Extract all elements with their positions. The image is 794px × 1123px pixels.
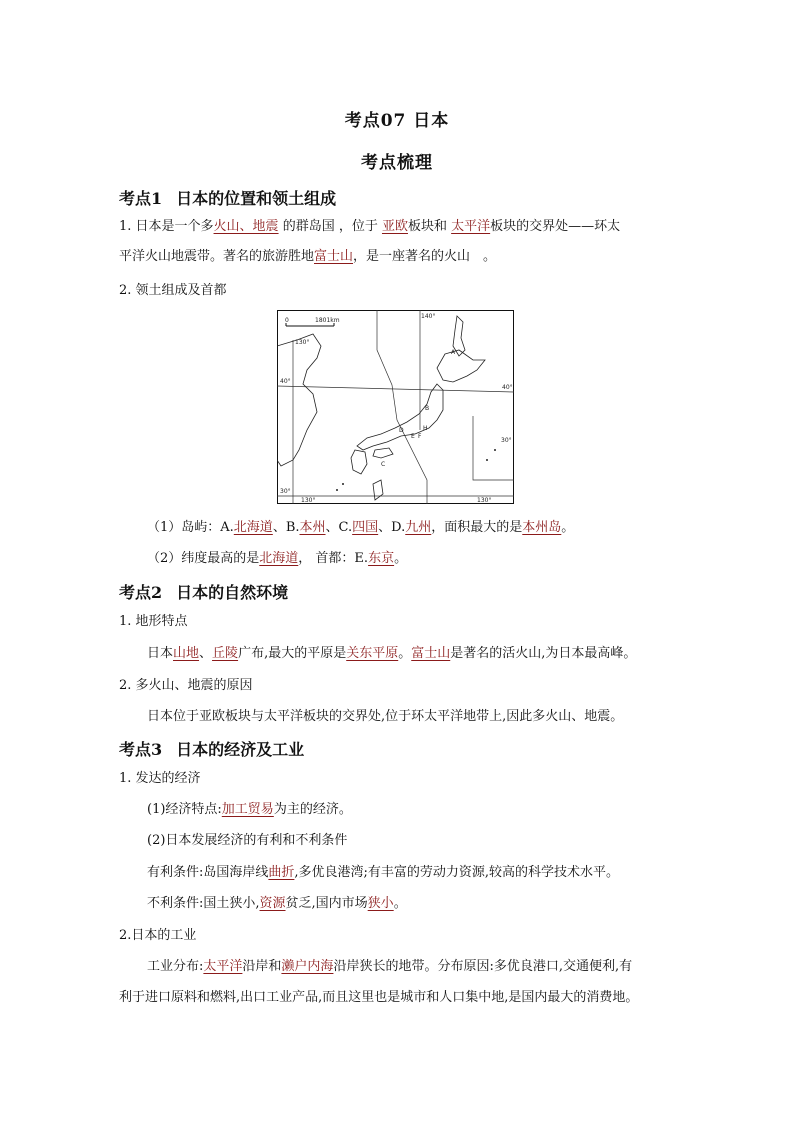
text-segment: 板块和 [407, 219, 452, 234]
answer-pacific-coast: 太平洋 [203, 959, 243, 974]
label-lon-130-right: 130° [477, 497, 492, 504]
japan-map [277, 310, 514, 504]
answer-capital: 东京 [368, 551, 395, 566]
capital-line [147, 550, 407, 568]
text-segment: 广布,最大的平原是 [238, 646, 347, 661]
text-segment: 、D. [378, 520, 406, 535]
answer-resources: 资源 [259, 896, 286, 911]
text-segment: ,多优良港湾;有丰富的劳动力资源,较高的科学技术水平。 [294, 865, 620, 880]
answer-mount-fuji: 富士山 [411, 646, 451, 661]
answer-mountains: 山地 [173, 646, 200, 661]
label-b: B [425, 405, 430, 412]
text-segment: 1. 日本是一个多 [119, 219, 214, 234]
text-segment: （2）纬度最高的是 [147, 551, 260, 566]
island-dot [494, 449, 496, 451]
section-2-title: 日本的自然环境 [176, 583, 289, 602]
section-2-item-1-label: 1. 地形特点 [119, 614, 188, 629]
answer-fuji: 富士山 [314, 249, 354, 264]
text-segment: 。 [393, 896, 407, 911]
label-lat-30-right: 30° [501, 437, 512, 444]
scale-zero: 0 [285, 317, 289, 324]
text-segment: ， 首都：E. [298, 551, 369, 566]
japan-map-svg [277, 310, 514, 504]
section-2-item-2-label: 2. 多火山、地震的原因 [119, 678, 253, 693]
text-segment: 、C. [325, 520, 353, 535]
page-subtitle: 考点梳理 [361, 153, 433, 173]
text-segment: 工业分布: [147, 959, 204, 974]
section-3-item-1-label: 1. 发达的经济 [119, 771, 201, 786]
islands-line [147, 519, 574, 537]
terrain-line [147, 645, 636, 663]
answer-highest-latitude: 北海道 [259, 551, 299, 566]
reason-line: 日本位于亚欧板块与太平洋板块的交界处,位于环太平洋地带上,因此多火山、地震。 [147, 709, 624, 724]
section-1-item-1-line-2 [119, 248, 496, 266]
text-segment: 平洋火山地震带。著名的旅游胜地 [119, 249, 315, 264]
answer-shikoku: 四国 [352, 520, 379, 535]
text-segment: 沿岸和 [242, 959, 282, 974]
answer-hills: 丘陵 [212, 646, 239, 661]
label-lat-40-right: 40° [502, 384, 513, 391]
label-lat-30-left: 30° [280, 488, 291, 495]
text-segment: 为主的经济。 [273, 802, 352, 817]
section-2-number: 考点2 [119, 583, 163, 602]
favorable-line [147, 864, 619, 882]
text-segment: 。 [398, 646, 412, 661]
section-3-heading [119, 737, 304, 760]
section-1-item-1-line-1 [119, 218, 620, 236]
industry-line-2: 利于进口原料和燃料,出口工业产品,而且这里也是城市和人口集中地,是国内最大的消费地。 [119, 990, 639, 1005]
label-h: H [423, 425, 428, 432]
answer-winding: 曲折 [268, 865, 295, 880]
section-1-item-2-label: 2. 领土组成及首都 [119, 283, 227, 298]
text-segment: 。 [561, 520, 575, 535]
island-dot [486, 459, 488, 461]
answer-pacific: 太平洋 [451, 219, 491, 234]
label-f: F [418, 433, 422, 440]
section-1-number: 考点1 [119, 189, 163, 208]
section-2-heading [119, 580, 288, 603]
label-lon-140: 140° [421, 313, 436, 320]
text-segment: 。 [394, 551, 408, 566]
text-segment: 的群岛国 ，位于 [278, 219, 382, 234]
label-e: E [411, 433, 415, 440]
label-lon-130-top: 130° [295, 339, 310, 346]
answer-honshu: 本州 [299, 520, 326, 535]
answer-narrow: 狭小 [367, 896, 394, 911]
text-segment: ，是一座著名的火山 。 [353, 249, 497, 264]
text-segment: 不利条件:国土狭小, [147, 896, 260, 911]
text-segment: 有利条件:岛国海岸线 [147, 865, 269, 880]
map-frame [278, 311, 514, 504]
text-segment: 板块的交界处——环太 [490, 219, 621, 234]
text-segment: 是著名的活火山,为日本最高峰。 [450, 646, 637, 661]
label-d: D [399, 427, 404, 434]
answer-seto-inland-sea: 濑户内海 [281, 959, 334, 974]
answer-processing-trade: 加工贸易 [221, 802, 274, 817]
answer-kyushu: 九州 [405, 520, 432, 535]
section-1-title: 日本的位置和领土组成 [176, 189, 337, 208]
text-segment: 、B. [272, 520, 300, 535]
section-3-item-2-label: 2.日本的工业 [119, 928, 197, 943]
label-lat-40-left: 40° [280, 378, 291, 385]
section-1-heading [119, 186, 336, 209]
text-segment: ，面积最大的是 [431, 520, 523, 535]
label-c: C [381, 461, 386, 468]
economy-feature-line [147, 801, 352, 819]
answer-largest-island: 本州岛 [522, 520, 562, 535]
island-dot [336, 489, 338, 491]
answer-kanto-plain: 关东平原 [346, 646, 399, 661]
text-segment: (1)经济特点: [147, 802, 222, 817]
text-segment: 、 [199, 646, 213, 661]
section-3-number: 考点3 [119, 740, 163, 759]
unfavorable-line [147, 895, 407, 913]
answer-volcano-earthquake: 火山、地震 [213, 219, 279, 234]
scale-label: 1801km [315, 317, 340, 324]
island-dot [342, 483, 344, 485]
industry-line-1 [147, 958, 632, 976]
answer-eurasian: 亚欧 [381, 219, 408, 234]
label-lon-130-bottom: 130° [301, 497, 316, 504]
page-title: 考点07 日本 [344, 111, 450, 131]
section-3-title: 日本的经济及工业 [176, 740, 305, 759]
text-segment: 贫乏,国内市场 [285, 896, 368, 911]
text-segment: 沿岸狭长的地带。分布原因:多优良港口,交通便利,有 [333, 959, 633, 974]
conditions-label: (2)日本发展经济的有利和不利条件 [147, 833, 348, 848]
label-a: A [451, 349, 456, 356]
text-segment: 日本 [147, 646, 174, 661]
text-segment: （1）岛屿：A. [147, 520, 234, 535]
answer-hokkaido: 北海道 [233, 520, 273, 535]
